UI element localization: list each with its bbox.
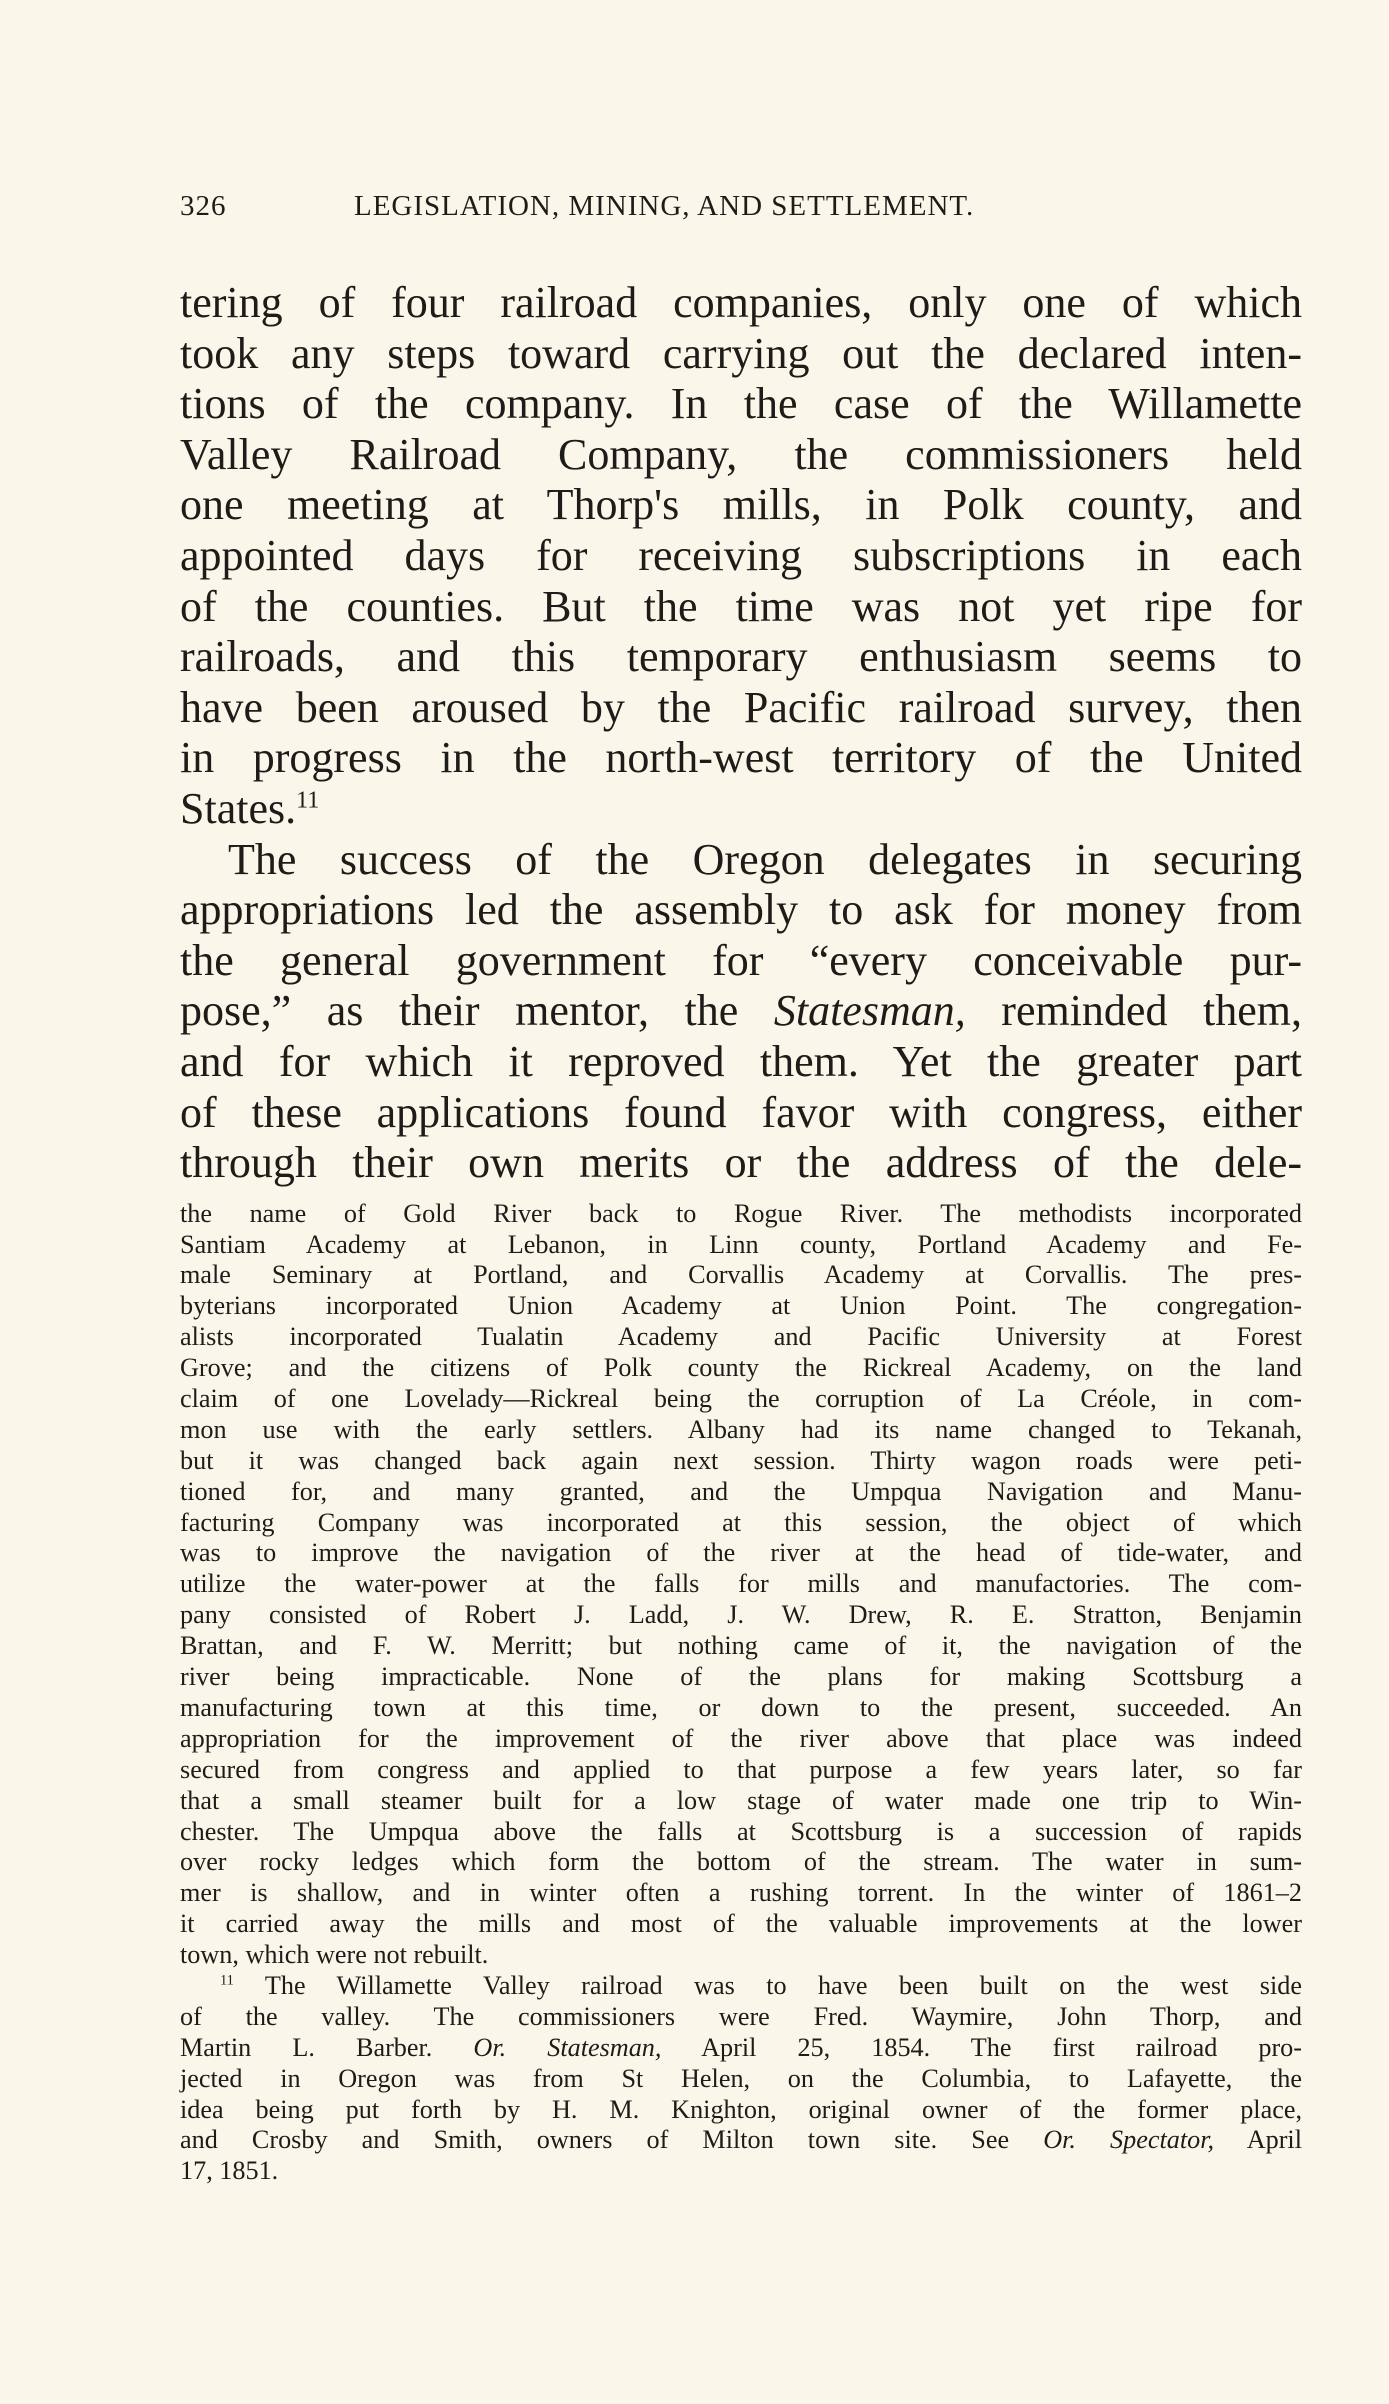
italic-title: Or. Statesman,	[473, 2032, 662, 2062]
footnote-line: byterians incorporated Union Academy at Union Point. The congregation-	[180, 1291, 1302, 1321]
footnote-line: the name of Gold River back to Rogue River. The methodists incorporated	[180, 1198, 1302, 1228]
footnote-line: over rocky ledges which form the bottom of the stream. The water in sum-	[180, 1847, 1302, 1877]
footnote-reference: 11	[296, 786, 320, 814]
footnote-line: pany consisted of Robert J. Ladd, J. W. Drew, R. E. Stratton, Benjamin	[180, 1600, 1302, 1630]
text-line: tering of four railroad companies, only one of which	[180, 278, 1302, 327]
text-fragment: and Crosby and Smith, owners of Milton town site. See	[180, 2125, 1044, 2155]
book-page	[180, 190, 1302, 2187]
footnote-line: claim of one Lovelady—Rickreal being the corruption of La Créole, in com-	[180, 1384, 1302, 1414]
footnotes	[180, 1199, 1302, 2188]
text-fragment: The Willamette Valley railroad was to have been built on the west side	[264, 1970, 1302, 2000]
text-fragment: reminded them,	[965, 986, 1302, 1036]
footnote-line: mer is shallow, and in winter often a rushing torrent. In the winter of 1861–2	[180, 1878, 1302, 1908]
text-line: of the counties. But the time was not yet ripe for	[180, 581, 1302, 631]
footnote-line: manufacturing town at this time, or down to the present, succeeded. An	[180, 1692, 1302, 1722]
footnote-11-line	[180, 1971, 1302, 2002]
footnote-line: Brattan, and F. W. Merritt; but nothing came of it, the navigation of the	[180, 1631, 1302, 1661]
italic-title: Statesman,	[773, 986, 966, 1036]
text-fragment: April	[1214, 2125, 1302, 2155]
text-fragment: pose,” as their mentor, the	[180, 986, 774, 1036]
footnote-line: tioned for, and many granted, and the Umpqua Navigation and Manu-	[180, 1476, 1302, 1506]
text-line: in progress in the north-west territory of the United	[180, 733, 1302, 783]
text-line: appropriations led the assembly to ask for money from	[180, 885, 1302, 935]
text-line: one meeting at Thorp's mills, in Polk county, and	[180, 480, 1302, 530]
footnote-11-line: idea being put forth by H. M. Knighton, original owner of the former place,	[180, 2094, 1302, 2124]
footnote-line: that a small steamer built for a low stage of water made one trip to Win-	[180, 1785, 1302, 1815]
footnote-line: Grove; and the citizens of Polk county the Rickreal Academy, on the land	[180, 1353, 1302, 1383]
text-line	[180, 986, 1302, 1037]
footnote-line: it carried away the mills and most of the valuable improvements at the lower	[180, 1909, 1302, 1939]
text-line: appointed days for receiving subscriptions in each	[180, 530, 1302, 580]
text-line: Valley Railroad Company, the commissioners held	[180, 429, 1302, 479]
footnote-line: male Seminary at Portland, and Corvallis Academy at Corvallis. The pres-	[180, 1260, 1302, 1290]
main-text	[180, 278, 1302, 1189]
footnote-11-line	[180, 2125, 1302, 2156]
running-head	[180, 190, 1302, 230]
footnote-line: utilize the water-power at the falls for mills and manufactories. The com-	[180, 1569, 1302, 1599]
italic-title: Or. Spectator,	[1043, 2125, 1215, 2155]
footnote-line: was to improve the navigation of the river at the head of tide-water, and	[180, 1538, 1302, 1568]
text-line: railroads, and this temporary enthusiasm seems to	[180, 632, 1302, 682]
footnote-11-line: 17, 1851.	[180, 2156, 279, 2186]
page-number: 326	[180, 190, 227, 222]
footnote-line: alists incorporated Tualatin Academy and Pacific University at Forest	[180, 1322, 1302, 1352]
footnote-11-line	[180, 2033, 1302, 2064]
footnote-line: but it was changed back again next session. Thirty wagon roads were peti-	[180, 1445, 1302, 1475]
text-line: through their own merits or the address of the dele-	[180, 1138, 1302, 1188]
footnote-line: Santiam Academy at Lebanon, in Linn county, Portland Academy and Fe-	[180, 1229, 1302, 1259]
footnote-line: facturing Company was incorporated at this session, the object of which	[180, 1507, 1302, 1537]
text-line: took any steps toward carrying out the declared inten-	[180, 328, 1302, 378]
text-line: the general government for “every conceivable pur-	[180, 935, 1302, 985]
footnote-line: river being impracticable. None of the plans for making Scottsburg a	[180, 1662, 1302, 1692]
footnote-line: secured from congress and applied to that purpose a few years later, so far	[180, 1754, 1302, 1784]
running-title: LEGISLATION, MINING, AND SETTLEMENT.	[354, 190, 975, 222]
footnote-line: town, which were not rebuilt.	[180, 1940, 489, 1970]
text-line: tions of the company. In the case of the Willamette	[180, 379, 1302, 429]
text-fragment: Martin L. Barber.	[180, 2032, 474, 2062]
text-fragment: States.	[180, 783, 297, 833]
footnote-11-line: of the valley. The commissioners were Fred. Waymire, John Thorp, and	[180, 2001, 1302, 2031]
text-line: of these applications found favor with congress, either	[180, 1087, 1302, 1137]
footnote-line: appropriation for the improvement of the river above that place was indeed	[180, 1723, 1302, 1753]
text-line: The success of the Oregon delegates in securing	[228, 834, 1302, 884]
text-line: have been aroused by the Pacific railroad survey, then	[180, 682, 1302, 732]
text-line	[180, 784, 1302, 835]
footnote-line: chester. The Umpqua above the falls at Scottsburg is a succession of rapids	[180, 1816, 1302, 1846]
text-line: and for which it reproved them. Yet the greater part	[180, 1036, 1302, 1086]
footnote-11-line: jected in Oregon was from St Helen, on the Columbia, to Lafayette, the	[180, 2063, 1302, 2093]
footnote-marker: 11	[220, 1972, 234, 1989]
footnote-line: mon use with the early settlers. Albany had its name changed to Tekanah,	[180, 1414, 1302, 1444]
text-fragment: April 25, 1854. The first railroad pro-	[661, 2032, 1302, 2062]
